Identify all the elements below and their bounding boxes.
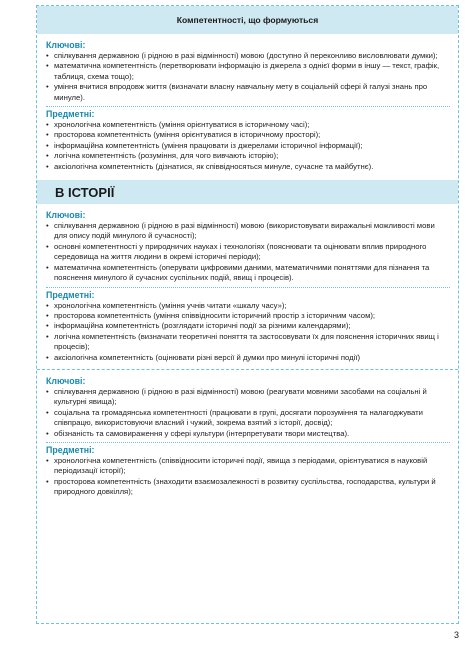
list-item: • інформаційна компетентність (уміння працювати із джерелами історичної інформації); xyxy=(46,141,450,151)
dotted-divider xyxy=(46,442,450,443)
list-item: • логічна компетентність (визначати теоретичні поняття та застосовувати їх для пояснення історичних явищ і процесів); xyxy=(46,332,450,353)
list-item: • просторова компетентність (уміння орієнтуватися в історичному просторі); xyxy=(46,130,450,140)
subject-competencies-label: Предметні: xyxy=(46,289,95,300)
section-general xyxy=(37,34,458,178)
section-history-2 xyxy=(37,370,458,504)
list-item: • хронологічна компетентність (уміння учнів читати «шкалу часу»); xyxy=(46,301,450,311)
subject-competencies-list xyxy=(46,120,450,172)
list-item: • уміння вчитися впродовж життя (визначати власну навчальну мету в соціальній сфері й галузі знань про минуле). xyxy=(46,82,450,103)
subject-competencies-list xyxy=(46,301,450,363)
section-band-history xyxy=(37,180,458,204)
key-competencies-label: Ключові: xyxy=(46,40,86,50)
dotted-divider xyxy=(46,287,450,288)
subject-competencies-label: Предметні: xyxy=(46,444,95,455)
list-item: • хронологічна компетентність (уміння орієнтуватися в історичному часі); xyxy=(46,120,450,130)
list-item: • інформаційна компетентність (розглядати історичні події за різними календарями); xyxy=(46,321,450,331)
subject-competencies-list xyxy=(46,456,450,498)
band-title: В ІСТОРІЇ xyxy=(55,184,115,200)
list-item: • основні компетентності у природничих науках і технологіях (пояснювати та оцінювати вплив природного середовища на життя людини в окремі історичні періоди); xyxy=(46,242,450,263)
dotted-divider xyxy=(46,106,450,107)
key-competencies-list xyxy=(46,387,450,439)
key-competencies-list xyxy=(46,51,450,103)
list-item: • соціальна та громадянська компетентності (працювати в групі, досягати порозуміння та налагоджувати співпрацю, використовуючи власний і чужий, зокрема взятий з історії, досвід); xyxy=(46,408,450,429)
list-item: • хронологічна компетентність (співвідносити історичні події, явища з періодами, орієнтуватися в науковій періодизації історії); xyxy=(46,456,450,477)
list-item: • спілкування державною (і рідною в разі відмінності) мовою (реагувати мовними засобами на соціальні й культурні явища); xyxy=(46,387,450,408)
list-item: • спілкування державною (і рідною в разі відмінності) мовою (використовувати виражальні можливості мови для опису подій минулого й сучасності); xyxy=(46,221,450,242)
list-item: • математична компетентність (перетворювати інформацію із джерела з однієї форми в іншу — текст, графік, таблиця, схема тощо); xyxy=(46,61,450,82)
list-item: • аксіологічна компетентність (дізнатися, як співвідносяться минуле, сучасне та майбутнє). xyxy=(46,162,450,172)
page-number: 3 xyxy=(453,630,459,640)
list-item: • просторова компетентність (уміння співвідносити історичний простір з історичним часом); xyxy=(46,311,450,321)
list-item: • обізнаність та самовираження у сфері культури (інтерпретувати твори мистецтва). xyxy=(46,429,450,439)
list-item: • аксіологічна компетентність (оцінювати різні версії й думки про минулі історичні події) xyxy=(46,353,450,363)
list-item: • просторова компетентність (знаходити взаємозалежності в розвитку суспільства, господарства, культури й природного довкілля); xyxy=(46,477,450,498)
subject-competencies-label: Предметні: xyxy=(46,109,95,120)
competencies-panel xyxy=(36,5,459,624)
list-item: • математична компетентність (оперувати цифровими даними, математичними поняттями для пізнання та пояснення минулого й сучасних суспільних подій, явищ і процесів). xyxy=(46,263,450,284)
key-competencies-label: Ключові: xyxy=(46,375,86,386)
key-competencies-list xyxy=(46,221,450,283)
section-history-1 xyxy=(37,204,458,369)
list-item: • спілкування державною (і рідною в разі відмінності) мовою (доступно й переконливо висловлювати думки); xyxy=(46,51,450,61)
panel-title: Компетентності, що формуються xyxy=(176,15,319,25)
key-competencies-label: Ключові: xyxy=(46,210,86,221)
panel-header xyxy=(37,6,458,34)
list-item: • логічна компетентність (розуміння, для чого вивчають історію); xyxy=(46,151,450,161)
